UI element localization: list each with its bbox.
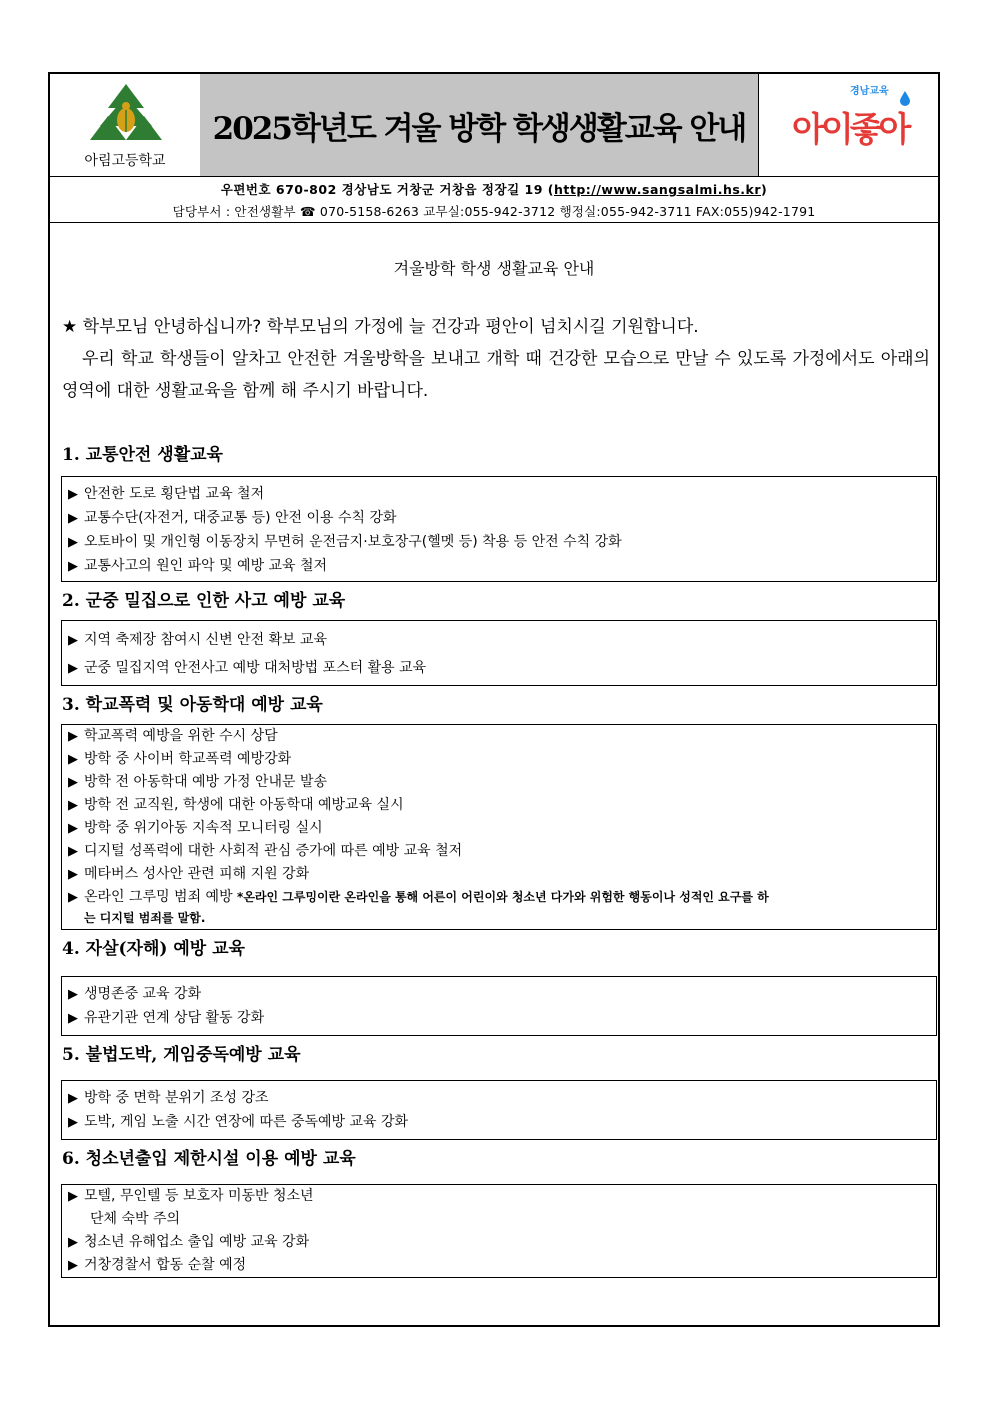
list-item [68, 817, 323, 837]
list-item [68, 657, 426, 677]
list-item [68, 1007, 264, 1027]
list-item [68, 1111, 408, 1131]
item-text: 방학 중 면학 분위기 조성 강조 [84, 1090, 269, 1106]
list-item [68, 794, 404, 814]
item-text: 교통수단(자전거, 대중교통 등) 안전 이용 수칙 강화 [84, 510, 397, 526]
bullet-icon: ▶ [68, 1091, 78, 1106]
bullet-icon: ▶ [68, 844, 78, 859]
bullet-icon: ▶ [68, 1115, 78, 1130]
list-item [68, 748, 291, 768]
address-suffix: ) [761, 182, 768, 197]
bullet-icon: ▶ [68, 1011, 78, 1026]
bullet-icon: ▶ [68, 867, 78, 882]
school-emblem-icon [86, 82, 166, 144]
item-text: 군중 밀집지역 안전사고 예방 대처방법 포스터 활용 교육 [84, 660, 427, 676]
section-5-title: 5. 불법도박, 게임중독예방 교육 [62, 1045, 301, 1065]
contact-line: 담당부서 : 안전생활부 ☎ 070-5158-6263 교무실:055-942-3712 행정실:055-942-3711 FAX:055)942-1791 [172, 204, 816, 219]
bullet-icon: ▶ [68, 987, 78, 1002]
item-text: 교통사고의 원인 파악 및 예방 교육 철저 [84, 558, 328, 574]
water-drop-icon [898, 90, 912, 106]
item-text: 생명존중 교육 강화 [84, 986, 202, 1002]
list-item [68, 886, 769, 906]
brand-sub: 경남교육 [850, 86, 889, 97]
bullet-icon: ▶ [68, 487, 78, 502]
header [50, 74, 938, 177]
list-item [68, 771, 327, 791]
section-4-box [61, 976, 937, 1036]
item-text: 방학 중 사이버 학교폭력 예방강화 [84, 751, 292, 767]
list-item [68, 840, 462, 860]
item-text: 안전한 도로 횡단법 교육 철저 [84, 486, 265, 502]
bullet-icon: ▶ [68, 752, 78, 767]
school-website-link[interactable]: http://www.sangsalmi.hs.kr [553, 182, 762, 197]
document-title: 겨울방학 학생 생활교육 안내 [393, 259, 595, 278]
intro-body: 우리 학교 학생들이 알차고 안전한 겨울방학을 보내고 개학 때 건강한 모습으로 만날 수 있도록 가정에서도 아래의 영역에 대한 생활교육을 함께 해 주시기 바랍니다. [62, 349, 930, 401]
section-2-title: 2. 군중 밀집으로 인한 사고 예방 교육 [62, 591, 346, 611]
item-text: 방학 중 위기아동 지속적 모니터링 실시 [84, 820, 323, 836]
grooming-note-cont: 는 디지털 범죄를 말함. [84, 911, 206, 925]
item-text: 메타버스 성사안 관련 피해 지원 강화 [84, 866, 310, 882]
item-text: 모텔, 무인텔 등 보호자 미동반 청소년 [84, 1188, 314, 1204]
bullet-icon: ▶ [68, 821, 78, 836]
list-item [68, 483, 264, 503]
list-item [68, 1254, 246, 1274]
bullet-icon: ▶ [68, 1258, 78, 1273]
section-1-title: 1. 교통안전 생활교육 [62, 445, 223, 465]
item-text: 지역 축제장 참여시 신변 안전 확보 교육 [84, 632, 328, 648]
section-4-title: 4. 자살(자해) 예방 교육 [62, 939, 245, 959]
bullet-icon: ▶ [68, 633, 78, 648]
item-text: 학교폭력 예방을 위한 수시 상담 [84, 728, 278, 744]
bullet-icon: ▶ [68, 1189, 78, 1204]
bullet-icon: ▶ [68, 729, 78, 744]
list-item [68, 725, 278, 745]
section-3-box [61, 724, 937, 930]
list-item [68, 629, 327, 649]
section-6-title: 6. 청소년출입 제한시설 이용 예방 교육 [62, 1149, 356, 1169]
address-line [50, 180, 938, 198]
item-text: 디지털 성폭력에 대한 사회적 관심 증가에 따른 예방 교육 철저 [84, 843, 463, 859]
bullet-icon: ▶ [68, 511, 78, 526]
item-text: 방학 전 아동학대 예방 가정 안내문 발송 [84, 774, 328, 790]
document-frame [48, 72, 940, 1327]
list-item [68, 863, 309, 883]
intro-greeting: ★ 학부모님 안녕하십니까? 학부모님의 가정에 늘 건강과 평안이 넘치시길 기원합니다. [62, 317, 699, 337]
title-cell [200, 74, 759, 176]
brand-logo: 아이좋아 [792, 110, 908, 150]
item-text: 오토바이 및 개인형 이동장치 무면허 운전금지·보호장구(헬멧 등) 착용 등 안전 수칙 강화 [84, 534, 622, 550]
grooming-note: *온라인 그루밍이란 온라인을 통해 어른이 어린이와 청소년 다가와 위험한 행동이나 성적인 요구를 하 [237, 890, 769, 904]
section-1-box [61, 476, 937, 582]
item-text: 온라인 그루밍 범죄 예방 [84, 889, 233, 905]
page-title: 2025학년도 겨울 방학 학생생활교육 안내 [212, 110, 746, 147]
item-text: 유관기관 연계 상담 활동 강화 [84, 1010, 265, 1026]
list-item [68, 555, 327, 575]
bullet-icon: ▶ [68, 535, 78, 550]
bullet-icon: ▶ [68, 1235, 78, 1250]
item-text: 거창경찰서 합동 순찰 예정 [84, 1257, 247, 1273]
item-text: 도박, 게임 노출 시간 연장에 따른 중독예방 교육 강화 [84, 1114, 409, 1130]
list-item [68, 1185, 314, 1205]
school-name: 아림고등학교 [84, 153, 166, 169]
item-text: 청소년 유해업소 출입 예방 교육 강화 [84, 1234, 310, 1250]
section-3-title: 3. 학교폭력 및 아동학대 예방 교육 [62, 695, 323, 715]
list-item-cont: 단체 숙박 주의 [90, 1211, 181, 1227]
bullet-icon: ▶ [68, 661, 78, 676]
bullet-icon: ▶ [68, 798, 78, 813]
section-6-box [61, 1184, 937, 1278]
bullet-icon: ▶ [68, 890, 78, 905]
school-logo-cell [50, 74, 201, 176]
bullet-icon: ▶ [68, 559, 78, 574]
list-item [68, 507, 397, 527]
section-2-box [61, 620, 937, 686]
brand-cell [758, 74, 938, 176]
address-text: 우편번호 670-802 경상남도 거창군 거창읍 정장길 19 ( [220, 182, 554, 197]
address-block [50, 176, 938, 223]
list-item [68, 983, 201, 1003]
bullet-icon: ▶ [68, 775, 78, 790]
list-item [68, 531, 622, 551]
list-item [68, 1231, 309, 1251]
item-text: 방학 전 교직원, 학생에 대한 아동학대 예방교육 실시 [84, 797, 404, 813]
list-item [68, 1087, 269, 1107]
section-5-box [61, 1080, 937, 1140]
